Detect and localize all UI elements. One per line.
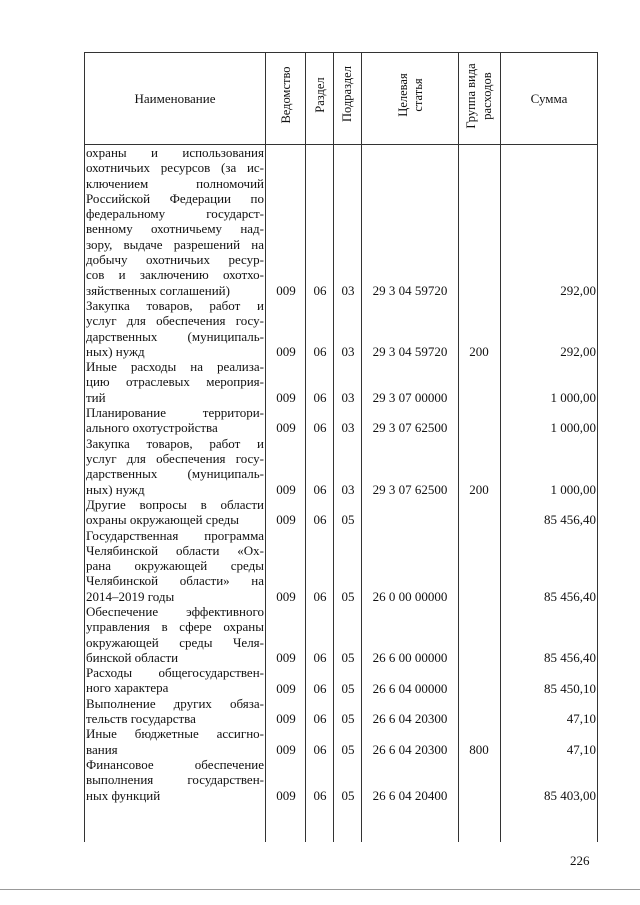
row-summa: 85 456,40 — [544, 512, 596, 528]
row-gruppa: 200 — [469, 343, 489, 359]
row-razdel: 06 — [313, 481, 327, 497]
header-gruppa-1: Группа вида — [464, 63, 478, 129]
row-name-line: Челябинской области «Ох- — [86, 542, 264, 558]
row-podrazdel: 05 — [341, 711, 355, 727]
row-name-line: охотничьих ресурсов (за ис- — [86, 160, 264, 176]
row-name-line: управления в сфере охраны — [86, 619, 264, 635]
row-name — [86, 436, 264, 497]
row-name-line: зяйственных соглашений) — [86, 282, 230, 298]
row-vedomstvo: 009 — [276, 741, 296, 757]
row-summa: 85 450,10 — [544, 680, 596, 696]
row-podrazdel: 05 — [341, 588, 355, 604]
row-name-line: услуг для обеспечения госу- — [86, 313, 264, 329]
row-name-line: Расходы общегосударствен- — [86, 665, 264, 681]
row-name-line: дарственных (муниципаль- — [86, 328, 264, 344]
row-vedomstvo: 009 — [276, 282, 296, 298]
row-celevaya-statya: 26 6 00 00000 — [372, 649, 448, 665]
row-name-line: Челябинской области» на — [86, 573, 264, 589]
row-podrazdel: 05 — [341, 787, 355, 803]
row-vedomstvo: 009 — [276, 649, 296, 665]
row-name — [86, 405, 264, 436]
header-summa — [501, 53, 597, 144]
row-summa: 1 000,00 — [550, 389, 596, 405]
row-celevaya-statya: 29 3 07 62500 — [372, 481, 448, 497]
row-gruppa: 200 — [469, 481, 489, 497]
row-summa: 292,00 — [560, 282, 596, 298]
row-name-line: добычу охотничьих ресур- — [86, 252, 264, 268]
row-name-line: бинской области — [86, 649, 179, 665]
header-gruppa-2: расходов — [480, 72, 494, 120]
row-name-line: 2014–2019 годы — [86, 588, 175, 604]
row-celevaya-statya: 29 3 07 62500 — [372, 420, 448, 436]
row-razdel: 06 — [313, 711, 327, 727]
row-name-line: Российской Федерации по — [86, 190, 264, 206]
row-vedomstvo: 009 — [276, 343, 296, 359]
row-name-line: охраны окружающей среды — [86, 512, 240, 528]
row-celevaya-statya: 29 3 04 59720 — [372, 282, 448, 298]
row-name-line: дарственных (муниципаль- — [86, 466, 264, 482]
row-name-line: окружающей среды Челя- — [86, 634, 264, 650]
row-razdel: 06 — [313, 741, 327, 757]
page-number: 226 — [570, 853, 590, 868]
row-summa: 1 000,00 — [550, 420, 596, 436]
row-summa: 1 000,00 — [550, 481, 596, 497]
row-name-line: рана окружающей среды — [86, 558, 264, 574]
row-name-line: сов и заключению охотхо- — [86, 267, 264, 283]
row-summa: 47,10 — [566, 741, 596, 757]
row-summa: 85 456,40 — [544, 588, 596, 604]
row-podrazdel: 05 — [341, 649, 355, 665]
row-name — [86, 665, 264, 696]
row-vedomstvo: 009 — [276, 787, 296, 803]
row-vedomstvo: 009 — [276, 420, 296, 436]
row-name-line: федеральному государст- — [86, 206, 264, 222]
row-celevaya-statya: 26 6 04 20300 — [372, 741, 448, 757]
row-podrazdel: 03 — [341, 481, 355, 497]
row-name — [86, 757, 264, 803]
row-vedomstvo: 009 — [276, 711, 296, 727]
row-name-line: ных) нужд — [86, 343, 145, 359]
row-celevaya-statya: 26 6 04 00000 — [372, 680, 448, 696]
row-name — [86, 726, 264, 757]
row-razdel: 06 — [313, 512, 327, 528]
row-name-line: услуг для обеспечения госу- — [86, 450, 264, 466]
col-border-right — [597, 52, 598, 842]
row-celevaya-statya: 26 6 04 20300 — [372, 711, 448, 727]
row-podrazdel: 05 — [341, 680, 355, 696]
row-celevaya-statya: 29 3 07 00000 — [372, 389, 448, 405]
row-gruppa: 800 — [469, 741, 489, 757]
row-name-line: Иные бюджетные ассигно- — [86, 726, 264, 742]
header-name — [85, 53, 265, 144]
row-name — [86, 359, 264, 405]
row-razdel: 06 — [313, 389, 327, 405]
header-podrazdel: Подраздел — [340, 66, 354, 122]
row-podrazdel: 03 — [341, 389, 355, 405]
row-celevaya-statya: 26 6 04 20400 — [372, 787, 448, 803]
row-name-line: Планирование территори- — [86, 405, 264, 421]
row-summa: 47,10 — [566, 711, 596, 727]
row-razdel: 06 — [313, 787, 327, 803]
row-razdel: 06 — [313, 282, 327, 298]
col-border-cel — [458, 52, 459, 842]
footer-divider — [0, 889, 640, 890]
row-razdel: 06 — [313, 420, 327, 436]
row-podrazdel: 05 — [341, 741, 355, 757]
header-celevaya-2: статья — [411, 78, 425, 112]
row-celevaya-statya: 26 0 00 00000 — [372, 588, 448, 604]
row-name-line: Иные расходы на реализа- — [86, 359, 264, 375]
row-vedomstvo: 009 — [276, 680, 296, 696]
row-name-line: тельств государства — [86, 711, 196, 727]
row-name-line: ключением полномочий — [86, 175, 264, 191]
row-podrazdel: 03 — [341, 343, 355, 359]
row-name-line: ных) нужд — [86, 481, 145, 497]
row-razdel: 06 — [313, 343, 327, 359]
row-name-line: тий — [86, 389, 106, 405]
row-name-line: зору, выдаче разрешений на — [86, 236, 264, 252]
row-name-line: Финансовое обеспечение — [86, 757, 264, 772]
header-name-text: Наименование — [134, 90, 216, 106]
row-name — [86, 145, 264, 298]
row-celevaya-statya: 29 3 04 59720 — [372, 343, 448, 359]
row-name-line: охраны и использования — [86, 145, 264, 160]
row-name-line: Закупка товаров, работ и — [86, 298, 264, 313]
header-vedomstvo: Ведомство — [279, 66, 293, 124]
row-name — [86, 298, 264, 359]
row-name-line: ных функций — [86, 787, 161, 803]
row-name — [86, 497, 264, 528]
row-vedomstvo: 009 — [276, 481, 296, 497]
row-name-line: Государственная программа — [86, 527, 264, 543]
row-name-line: ного характера — [86, 680, 169, 696]
row-summa: 85 456,40 — [544, 649, 596, 665]
header-razdel: Раздел — [313, 77, 327, 113]
row-razdel: 06 — [313, 588, 327, 604]
row-summa: 85 403,00 — [544, 787, 596, 803]
row-name — [86, 696, 264, 727]
row-name — [86, 528, 264, 604]
row-razdel: 06 — [313, 649, 327, 665]
row-name-line: Другие вопросы в области — [86, 496, 264, 512]
col-border-left — [84, 52, 85, 842]
row-name — [86, 604, 264, 665]
row-summa: 292,00 — [560, 343, 596, 359]
header-summa-text: Сумма — [530, 90, 568, 106]
row-podrazdel: 03 — [341, 282, 355, 298]
row-vedomstvo: 009 — [276, 389, 296, 405]
row-name-line: Закупка товаров, работ и — [86, 435, 264, 451]
row-name-line: Обеспечение эффективного — [86, 604, 264, 619]
row-vedomstvo: 009 — [276, 588, 296, 604]
row-name-line: ального охотустройства — [86, 420, 218, 436]
row-name-line: Выполнение других обяза- — [86, 695, 264, 711]
row-name-line: цию отраслевых мероприя- — [86, 374, 264, 390]
row-name-line: венному охотничьему над- — [86, 221, 264, 237]
header-celevaya-1: Целевая — [396, 73, 410, 117]
row-razdel: 06 — [313, 680, 327, 696]
row-vedomstvo: 009 — [276, 512, 296, 528]
row-name-line: выполнения государствен- — [86, 772, 264, 788]
row-name-line: вания — [86, 741, 118, 757]
row-podrazdel: 05 — [341, 512, 355, 528]
row-podrazdel: 03 — [341, 420, 355, 436]
